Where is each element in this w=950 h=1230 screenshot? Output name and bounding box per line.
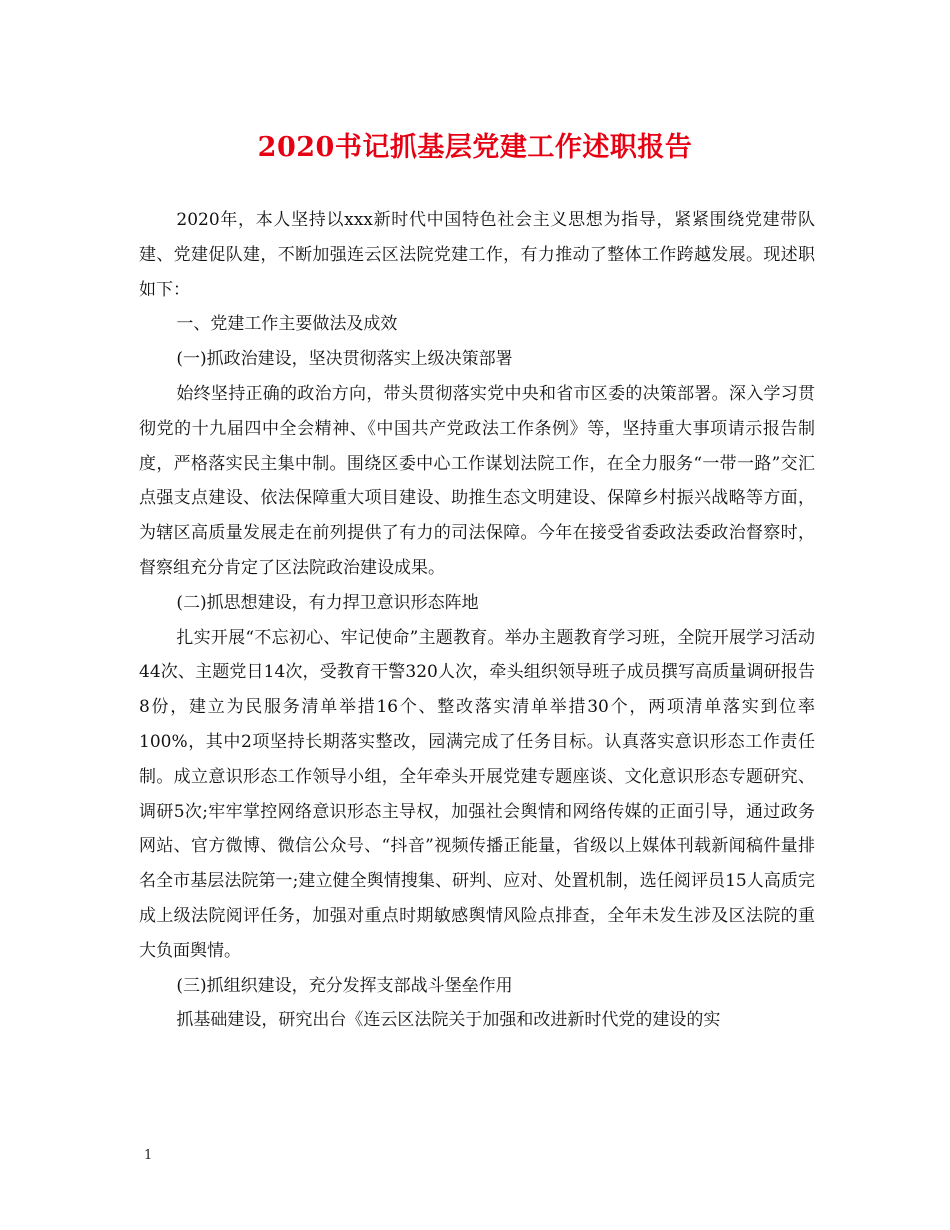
- paragraph-ideological-building: 扎实开展“不忘初心、牢记使命”主题教育。举办主题教育学习班，全院开展学习活动44次、主题党日14次，受教育干警320人次，牵头组织领导班子成员撰写高质量调研报告8份，建立为民服务清单举措16个、整改落实清单举措30个，两项清单落实到位率100%，其中2项坚持长期落实整改，园满完成了任务目标。认真落实意识形态工作责任制。成立意识形态工作领导小组，全年牵头开展党建专题座谈、文化意识形态专题研究、调研5次;牢牢掌控网络意识形态主导权，加强社会舆情和网络传媒的正面引导，通过政务网站、官方微博、微信公众号、“抖音”视频传播正能量，省级以上媒体刊载新闻稿件量排名全市基层法院第一;建立健全舆情搜集、研判、应对、处置机制，选任阅评员15人高质完成上级法院阅评任务，加强对重点时期敏感舆情风险点排查，全年未发生涉及区法院的重大负面舆情。: [139, 627, 815, 961]
- subsection-heading-1: (一)抓政治建设，坚决贯彻落实上级决策部署: [176, 349, 513, 370]
- intro-paragraph: 2020年，本人坚持以xxx新时代中国特色社会主义思想为指导，紧紧围绕党建带队建、党建促队建，不断加强连云区法院党建工作，有力推动了整体工作跨越发展。现述职如下：: [139, 210, 815, 300]
- subsection-heading-3: (三)抓组织建设，充分发挥支部战斗堡垒作用: [176, 975, 513, 996]
- paragraph-organizational-building: 抓基础建设，研究出台《连云区法院关于加强和改进新时代党的建设的实: [176, 1010, 721, 1031]
- page-number: 1: [144, 1148, 153, 1163]
- paragraph-political-building: 始终坚持正确的政治方向，带头贯彻落实党中央和省市区委的决策部署。深入学习贯彻党的十九届四中全会精神、《中国共产党政法工作条例》等，坚持重大事项请示报告制度，严格落实民主集中制。围绕区委中心工作谋划法院工作，在全力服务“一带一路”交汇点强支点建设、依法保障重大项目建设、助推生态文明建设、保障乡村振兴战略等方面，为辖区高质量发展走在前列提供了有力的司法保障。今年在接受省委政法委政治督察时，督察组充分肯定了区法院政治建设成果。: [139, 383, 815, 578]
- document-body: [139, 203, 815, 1038]
- section-heading-1: 一、党建工作主要做法及成效: [176, 314, 398, 335]
- document-title: 2020书记抓基层党建工作述职报告: [257, 132, 693, 163]
- subsection-heading-2: (二)抓思想建设，有力捍卫意识形态阵地: [176, 592, 479, 613]
